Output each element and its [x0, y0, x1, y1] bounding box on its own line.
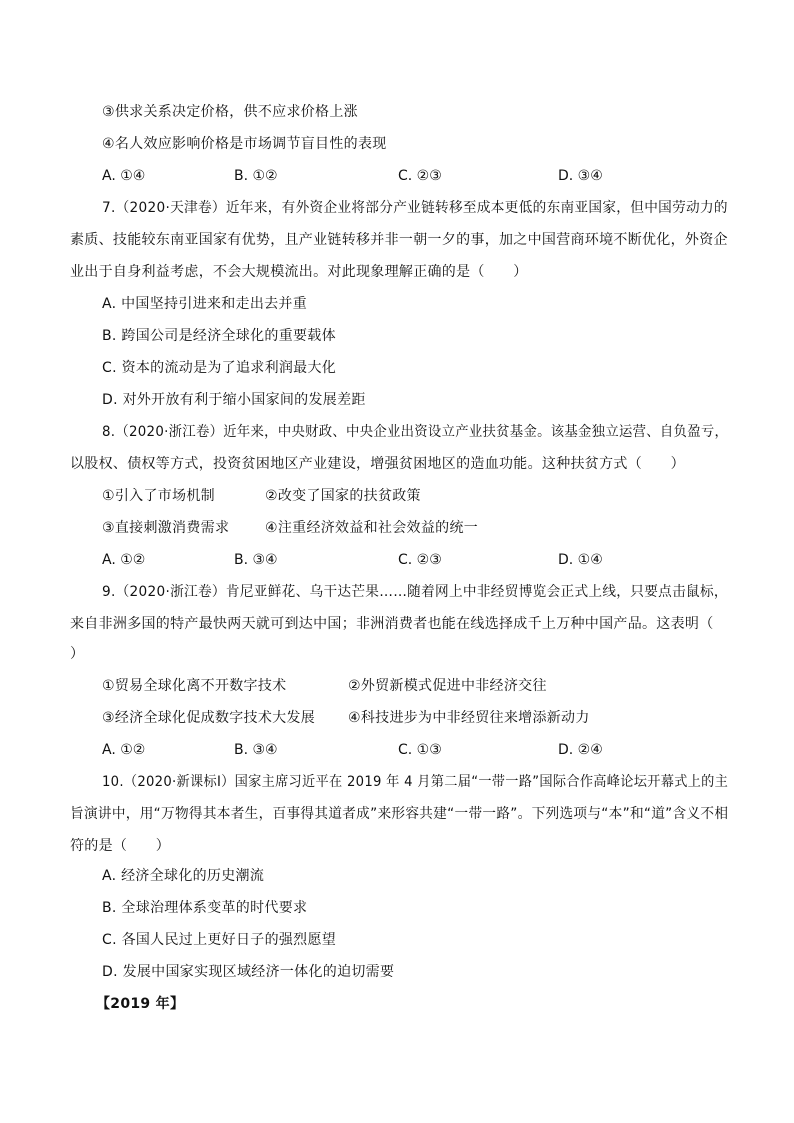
prev-choice-c: C. ②③ — [398, 168, 442, 184]
q8-item-3: ③直接刺激消费需求 — [102, 520, 230, 536]
q10-stem-line-3: 符的是（ ） — [70, 838, 171, 854]
q9-item-4: ④科技进步为中非经贸往来增添新动力 — [348, 710, 590, 726]
q9-choice-d: D. ②④ — [558, 742, 603, 758]
prev-choice-a: A. ①④ — [102, 168, 146, 184]
q7-option-c: C. 资本的流动是为了追求利润最大化 — [102, 360, 337, 376]
q7-stem-line-1: 7.（2020·天津卷）近年来，有外资企业将部分产业链转移至成本更低的东南亚国家，但中国劳动力的 — [102, 200, 728, 216]
prev-item-4: ④名人效应影响价格是市场调节盲目性的表现 — [102, 136, 387, 152]
q8-item-2: ②改变了国家的扶贫政策 — [265, 488, 421, 504]
q9-stem-line-2: 来自非洲多国的特产最快两天就可到达中国；非洲消费者也能在线选择成千上万种中国产品。这表明（ — [70, 616, 714, 632]
q7-option-b: B. 跨国公司是经济全球化的重要载体 — [102, 328, 336, 344]
q7-option-d: D. 对外开放有利于缩小国家间的发展差距 — [102, 392, 366, 408]
q9-item-2: ②外贸新模式促进中非经济交往 — [348, 678, 547, 694]
q9-stem-line-1: 9.（2020·浙江卷）肯尼亚鲜花、乌干达芒果……随着网上中非经贸博览会正式上线，只要点击鼠标， — [102, 584, 728, 600]
q8-choice-a: A. ①② — [102, 552, 146, 568]
q8-choice-b: B. ③④ — [234, 552, 278, 568]
q7-stem-line-3: 业出于自身利益考虑，不会大规模流出。对此现象理解正确的是（ ） — [70, 264, 528, 280]
prev-item-3: ③供求关系决定价格，供不应求价格上涨 — [102, 104, 358, 120]
q10-option-a: A. 经济全球化的历史潮流 — [102, 868, 265, 884]
q8-choice-c: C. ②③ — [398, 552, 442, 568]
q10-stem-line-2: 旨演讲中，用“万物得其本者生，百事得其道者成”来形容共建“一带一路”。下列选项与“本”和“道”含义不相 — [70, 806, 729, 822]
prev-choice-d: D. ③④ — [558, 168, 603, 184]
q9-item-3: ③经济全球化促成数字技术大发展 — [102, 710, 316, 726]
q8-item-4: ④注重经济效益和社会效益的统一 — [265, 520, 479, 536]
q9-choice-b: B. ③④ — [234, 742, 278, 758]
q8-stem-line-1: 8.（2020·浙江卷）近年来，中央财政、中央企业出资设立产业扶贫基金。该基金独立运营、自负盈亏， — [102, 424, 729, 440]
q10-option-d: D. 发展中国家实现区域经济一体化的迫切需要 — [102, 964, 395, 980]
q9-stem-line-3: ） — [70, 646, 85, 662]
q10-option-c: C. 各国人民过上更好日子的强烈愿望 — [102, 932, 337, 948]
section-heading-2019: 【2019 年】 — [96, 996, 185, 1012]
q9-item-1: ①贸易全球化离不开数字技术 — [102, 678, 287, 694]
q10-stem-line-1: 10.（2020·新课标Ⅰ）国家主席习近平在 2019 年 4 月第二届“一带一路”国际合作高峰论坛开幕式上的主 — [102, 774, 729, 790]
prev-choice-b: B. ①② — [234, 168, 278, 184]
q8-item-1: ①引入了市场机制 — [102, 488, 215, 504]
q8-choice-d: D. ①④ — [558, 552, 603, 568]
q10-option-b: B. 全球治理体系变革的时代要求 — [102, 900, 308, 916]
q8-stem-line-2: 以股权、债权等方式，投资贫困地区产业建设，增强贫困地区的造血功能。这种扶贫方式（ ） — [70, 456, 685, 472]
q9-choice-c: C. ①③ — [398, 742, 442, 758]
q7-stem-line-2: 素质、技能较东南亚国家有优势，且产业链转移并非一朝一夕的事，加之中国营商环境不断优化，外资企 — [70, 232, 728, 248]
q7-option-a: A. 中国坚持引进来和走出去并重 — [102, 296, 308, 312]
q9-choice-a: A. ①② — [102, 742, 146, 758]
